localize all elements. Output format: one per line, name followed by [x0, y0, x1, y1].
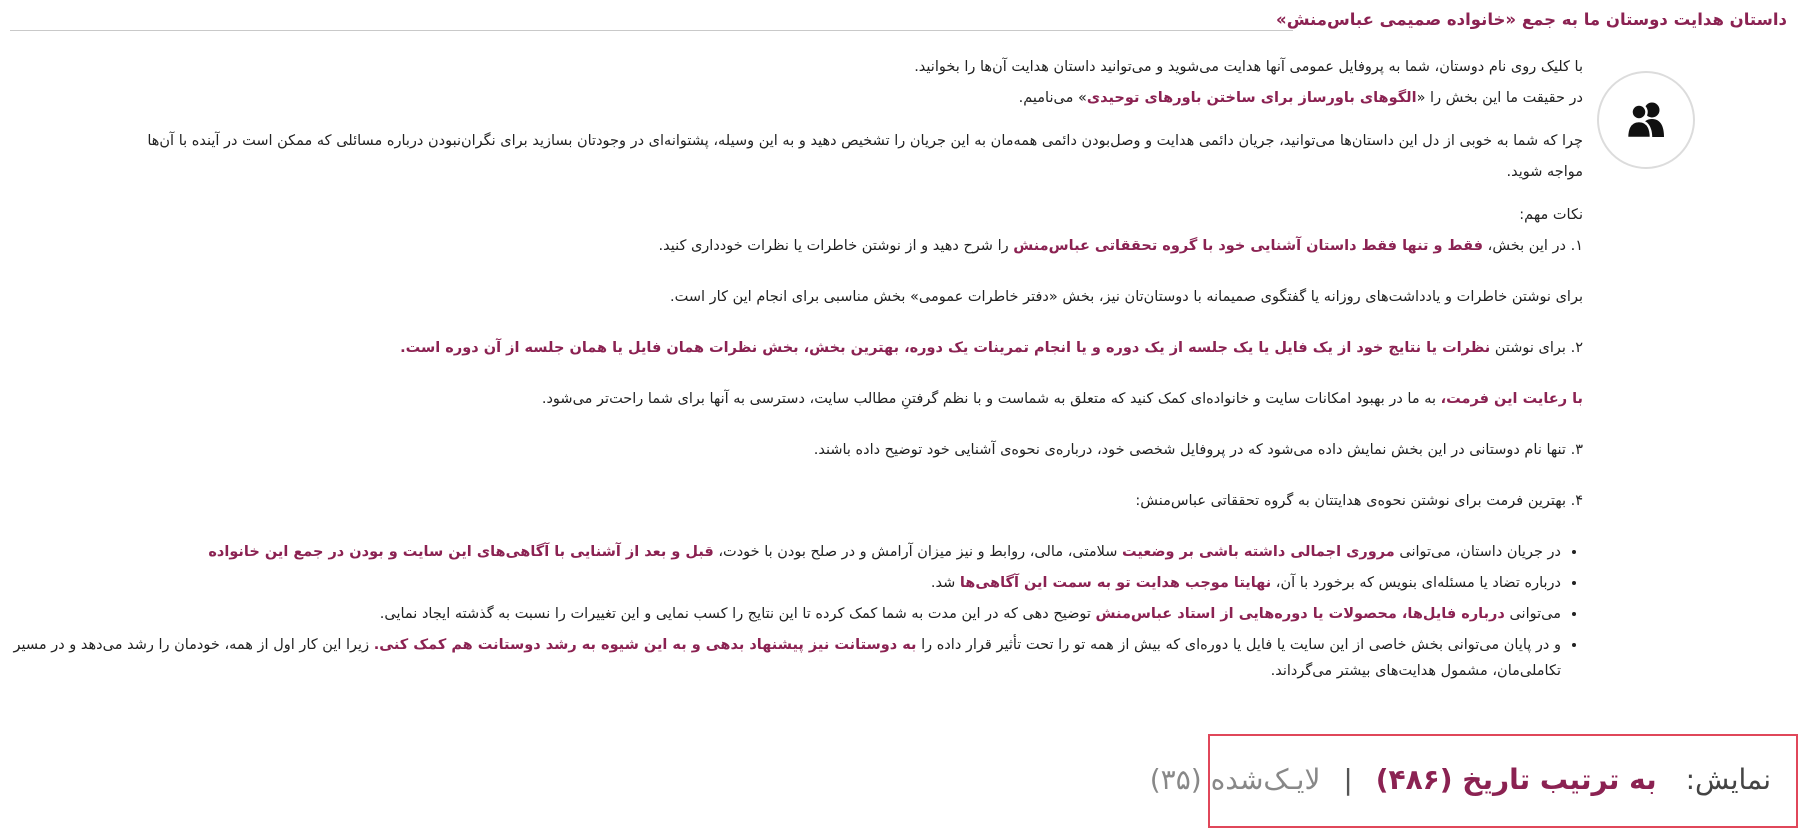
intro-paragraph-end: مواجه شوید.: [1506, 164, 1583, 180]
sort-label: نمایش:: [1685, 763, 1771, 796]
text-fragment: شد.: [930, 575, 960, 591]
intro-line: با کلیک روی نام دوستان، شما به پروفایل عمومی آنها هدایت می‌شوید و می‌توانید داستان هدایت آن‌ها را بخوانید.: [914, 59, 1583, 75]
text-fragment: تکاملی‌مان، مشمول هدایت‌های بیشتر می‌گرداند.: [1270, 663, 1561, 679]
text-fragment: » می‌نامیم.: [1018, 90, 1087, 106]
guidelines-text: [3, 52, 1583, 684]
text-fragment: زیرا این کار اول از همه، خودمان را رشد می‌دهد و در مسیر: [13, 637, 374, 653]
note-3: ۳. تنها نام دوستانی در این بخش نمایش داده می‌شود که در پروفایل شخصی خود، درباره‌ی نحوه‌ی آشنایی خود توضیح داده باشند.: [813, 442, 1583, 458]
text-fragment: [14, 637, 1561, 653]
avatar: [1597, 71, 1695, 169]
list-item: [3, 630, 1561, 684]
people-icon: [1626, 101, 1666, 139]
section-title: داستان هدایت دوستان ما به جمع «خانواده صمیمی عباس‌منش»: [1276, 10, 1787, 29]
text-fragment: و در پایان می‌توانی بخش خاصی از این سایت یا فایل یا دوره‌ای که بیش از همه تو را تحت تأثیر قرار داده را: [916, 637, 1561, 653]
highlight-text: فقط و تنها فقط داستان آشنایی خود با گروه تحققاتی عباس‌منش: [1013, 238, 1484, 254]
sort-by-likes-link[interactable]: لایـک‌شده (۳۵): [1149, 763, 1321, 796]
highlight-text: نهایتا موجب هدایت تو به سمت این آگاهی‌ها: [959, 575, 1272, 591]
notes-heading: نکات مهم:: [1519, 207, 1583, 223]
sort-options-box: [1149, 734, 1798, 828]
text-fragment: در حقیقت ما این بخش را «: [1416, 90, 1583, 106]
list-item: [3, 568, 1561, 599]
format-list: [3, 537, 1583, 684]
text-fragment: ۱. در این بخش،: [1483, 238, 1583, 254]
header-divider: [10, 30, 1293, 31]
text-fragment: درباره تضاد یا مسئله‌ای بنویس که برخورد با آن،: [1271, 575, 1561, 591]
note-1-extra: برای نوشتن خاطرات و یادداشت‌های روزانه یا گفتگوی صمیمانه با دوستان‌تان نیز، بخش «دفتر خاطرات عمومی» بخش مناسبی برای انجام این کار است.: [670, 289, 1583, 305]
text-fragment: می‌توانی: [1504, 606, 1561, 622]
note-2-extra: [3, 384, 1583, 415]
highlight-text: به دوستانت نیز پیشنهاد بدهی و به این شیوه به رشد دوستانت هم کمک کنی.: [373, 637, 917, 653]
list-item: [3, 537, 1561, 568]
highlight-text: نظرات یا نتایج خود از یک فایل یا یک جلسه از یک دوره و یا انجام تمرینات یک دوره، بهترین بخش، بخش نظرات همان فایل یا همان جلسه از آن دوره است.: [400, 340, 1491, 356]
text-fragment: ۲. برای نوشتن: [1490, 340, 1583, 356]
section-header: [10, 10, 1787, 34]
highlight-text: قبل و بعد از آشنایی با آگاهی‌های این سایت و بودن در جمع این خانواده: [208, 544, 714, 560]
intro-line: [3, 83, 1583, 114]
sort-separator: |: [1343, 763, 1353, 796]
intro-paragraph: چرا که شما به خوبی از دل این داستان‌ها می‌توانید، جریان دائمی هدایت و وصل‌بودن دائمی همه‌مان به این جریان را تشخیص دهید و به این وسیله، پشتوانه‌ای در وجودتان بسازید برای نگران‌نبودن درباره مسائلی که ممکن است در آینده با آن‌ها: [147, 133, 1583, 149]
note-2: [3, 333, 1583, 364]
list-item: [3, 599, 1561, 630]
text-fragment: توضیح دهی که در این مدت به شما کمک کرده تا این نتایج را کسب نمایی و این تغییرات را نسبت به گذشته ایجاد نمایی.: [379, 606, 1096, 622]
text-fragment: به ما در بهبود امکانات سایت و خانواده‌ای کمک کنید که متعلق به شماست و با نظم گرفتنِ مطالب سایت، دسترسی به آنها برای شما راحت‌تر می‌شود.: [541, 391, 1441, 407]
note-4: ۴. بهترین فرمت برای نوشتن نحوه‌ی هدایتتان به گروه تحققاتی عباس‌منش:: [1135, 493, 1583, 509]
highlight-text: با رعایت این فرمت،: [1440, 391, 1583, 407]
sort-by-date-link[interactable]: به ترتیب تاریخ (۴۸۶): [1375, 763, 1657, 796]
highlight-text: الگوهای باورساز برای ساختن باورهای توحیدی: [1086, 90, 1417, 106]
highlight-text: درباره فایل‌ها، محصولات یا دوره‌هایی از استاد عباس‌منش: [1095, 606, 1505, 622]
text-fragment: در جریان داستان، می‌توانی: [1394, 544, 1561, 560]
text-fragment: را شرح دهید و از نوشتن خاطرات یا نظرات خودداری کنید.: [658, 238, 1014, 254]
text-fragment: سلامتی، مالی، روابط و نیز میزان آرامش و در صلح بودن با خودت،: [713, 544, 1123, 560]
note-1: [3, 231, 1583, 262]
sort-options: [1150, 760, 1771, 800]
highlight-text: مروری اجمالی داشته باشی بر وضعیت: [1122, 544, 1395, 560]
